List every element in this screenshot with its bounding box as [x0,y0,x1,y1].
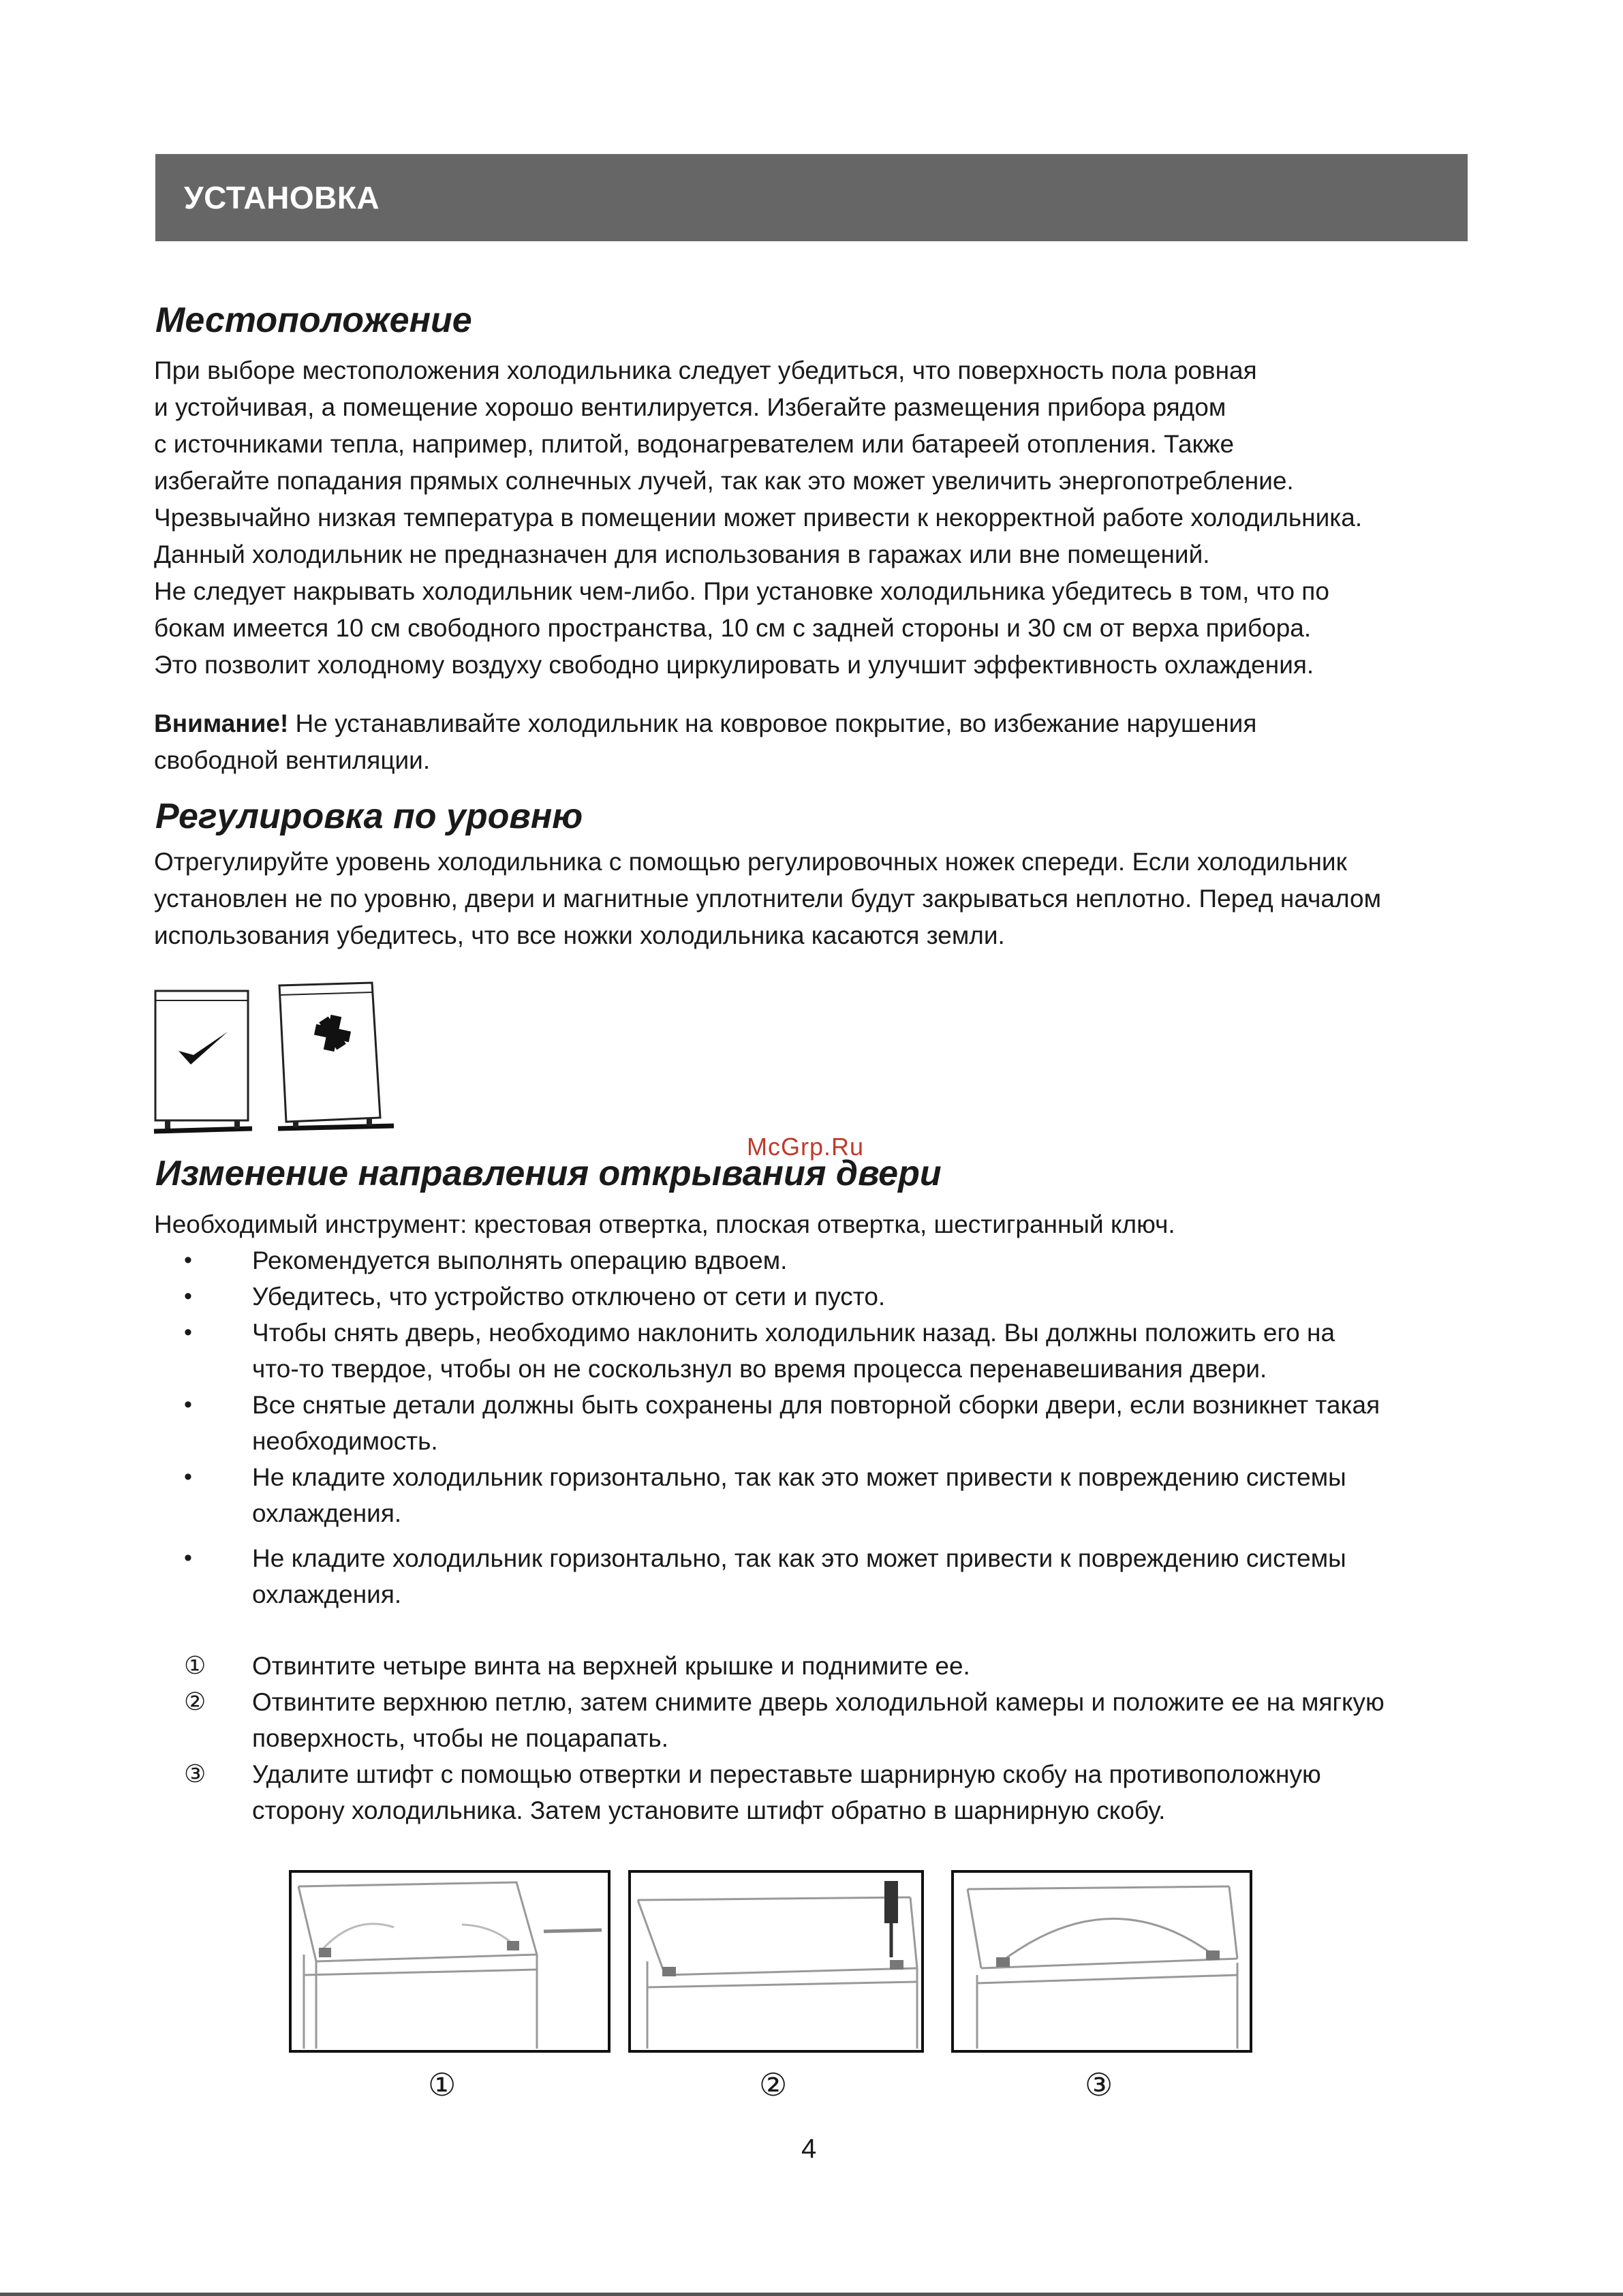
paragraph-line: Отрегулируйте уровень холодильника с помощью регулировочных ножек спереди. Если холодильник [154,848,1347,876]
figure-step-1 [289,1870,610,2053]
warning-text: Не устанавливайте холодильник на ковровое покрытие, во избежание нарушения [288,709,1257,737]
paragraph-line: и устойчивая, а помещение хорошо вентилируется. Избегайте размещения прибора рядом [154,393,1226,421]
leveling-paragraph [154,844,1381,954]
list-item-text: что-то твердое, чтобы он не соскользнул во время процесса перенавешивания двери. [252,1355,1267,1383]
level-wrong-icon [278,983,394,1129]
paragraph-line: Необходимый инструмент: крестовая отвертка, плоская отвертка, шестигранный ключ. [154,1210,1175,1238]
list-item-text: охлаждения. [252,1580,402,1608]
step-number: ③ [184,1760,206,1788]
section-title: УСТАНОВКА [184,180,380,215]
paragraph-line: Чрезвычайно низкая температура в помещении может привести к некорректной работе холодильника. [154,504,1363,532]
bullet-icon: • [184,1319,192,1345]
hinge-removal-illustration [292,1873,608,2050]
paragraph-line: избегайте попадания прямых солнечных лучей, так как это может увеличить энергопотребление. [154,467,1294,495]
paragraph-line: использования убедитесь, что все ножки холодильника касаются земли. [154,921,1005,949]
list-item-text: Не кладите холодильник горизонтально, так как это может привести к повреждению системы [252,1463,1346,1491]
bullet-icon: • [184,1392,192,1418]
figure-label-3: ③ [1085,2066,1113,2103]
step-text: Отвинтите четыре винта на верхней крышке и поднимите ее. [252,1652,970,1680]
paragraph-line: Не следует накрывать холодильник чем-либо. При установке холодильника убедитесь в том, что по [154,577,1329,605]
list-item-text: Рекомендуется выполнять операцию вдвоем. [252,1246,788,1274]
page-number: 4 [801,2134,817,2164]
step-text: Отвинтите верхнюю петлю, затем снимите дверь холодильной камеры и положите ее на мягкую [252,1688,1385,1716]
figure-step-2 [628,1870,924,2053]
list-item-text: Все снятые детали должны быть сохранены для повторной сборки двери, если возникнет такая [252,1391,1380,1419]
figure-label-2: ② [759,2066,788,2103]
bullet-icon: • [184,1464,192,1490]
section-banner [155,154,1468,241]
leveling-illustration [151,975,410,1138]
door-heading: Изменение направления открывания двери [155,1154,942,1193]
step-number: ② [184,1688,206,1716]
step-text: Удалите штифт с помощью отвертки и переставьте шарнирную скобу на противоположную [252,1760,1321,1788]
bullet-icon: • [184,1283,192,1309]
watermark: McGrp.Ru [747,1133,865,1161]
list-item-text: охлаждения. [252,1499,402,1527]
step-text: поверхность, чтобы не поцарапать. [252,1724,668,1752]
figure-label-1: ① [428,2066,457,2103]
paragraph-line: Это позволит холодному воздуху свободно циркулировать и улучшит эффективность охлаждения. [154,651,1314,679]
location-heading: Местоположение [155,301,472,340]
step-text: сторону холодильника. Затем установите штифт обратно в шарнирную скобу. [252,1796,1166,1824]
warning-label: Внимание! [154,709,289,737]
list-item-text: необходимость. [252,1427,438,1455]
screwdriver-icon [884,1881,898,1923]
warning-note [154,705,1256,779]
bullet-icon: • [184,1247,192,1273]
warning-line [154,705,1256,742]
warning-line: свободной вентиляции. [154,746,431,774]
paragraph-line: Данный холодильник не предназначен для использования в гаражах или вне помещений. [154,540,1210,568]
paragraph-line: с источниками тепла, например, плитой, водонагревателем или батареей отопления. Также [154,430,1235,458]
paragraph-line: бокам имеется 10 см свободного пространства, 10 см с задней стороны и 30 см от верха прибора. [154,614,1312,642]
level-correct-icon [154,991,252,1131]
paragraph-line: При выборе местоположения холодильника следует убедиться, что поверхность пола ровная [154,356,1257,384]
step-number: ① [184,1652,206,1680]
hinge-screwdriver-illustration [631,1873,921,2050]
list-item-text: Убедитесь, что устройство отключено от сети и пусто. [252,1283,886,1311]
bullet-icon: • [184,1545,192,1571]
door-lifted-illustration [954,1873,1250,2050]
figure-step-3 [951,1870,1252,2053]
paragraph-line: установлен не по уровню, двери и магнитные уплотнители будут закрываться неплотно. Перед началом [154,885,1382,913]
list-item-text: Чтобы снять дверь, необходимо наклонить холодильник назад. Вы должны положить его на [252,1319,1335,1347]
bottom-border [0,2293,1623,2296]
list-item-text: Не кладите холодильник горизонтально, так как это может привести к повреждению системы [252,1544,1346,1572]
leveling-heading: Регулировка по уровню [155,797,583,836]
location-paragraph [154,352,1362,684]
tools-line [154,1206,1175,1243]
